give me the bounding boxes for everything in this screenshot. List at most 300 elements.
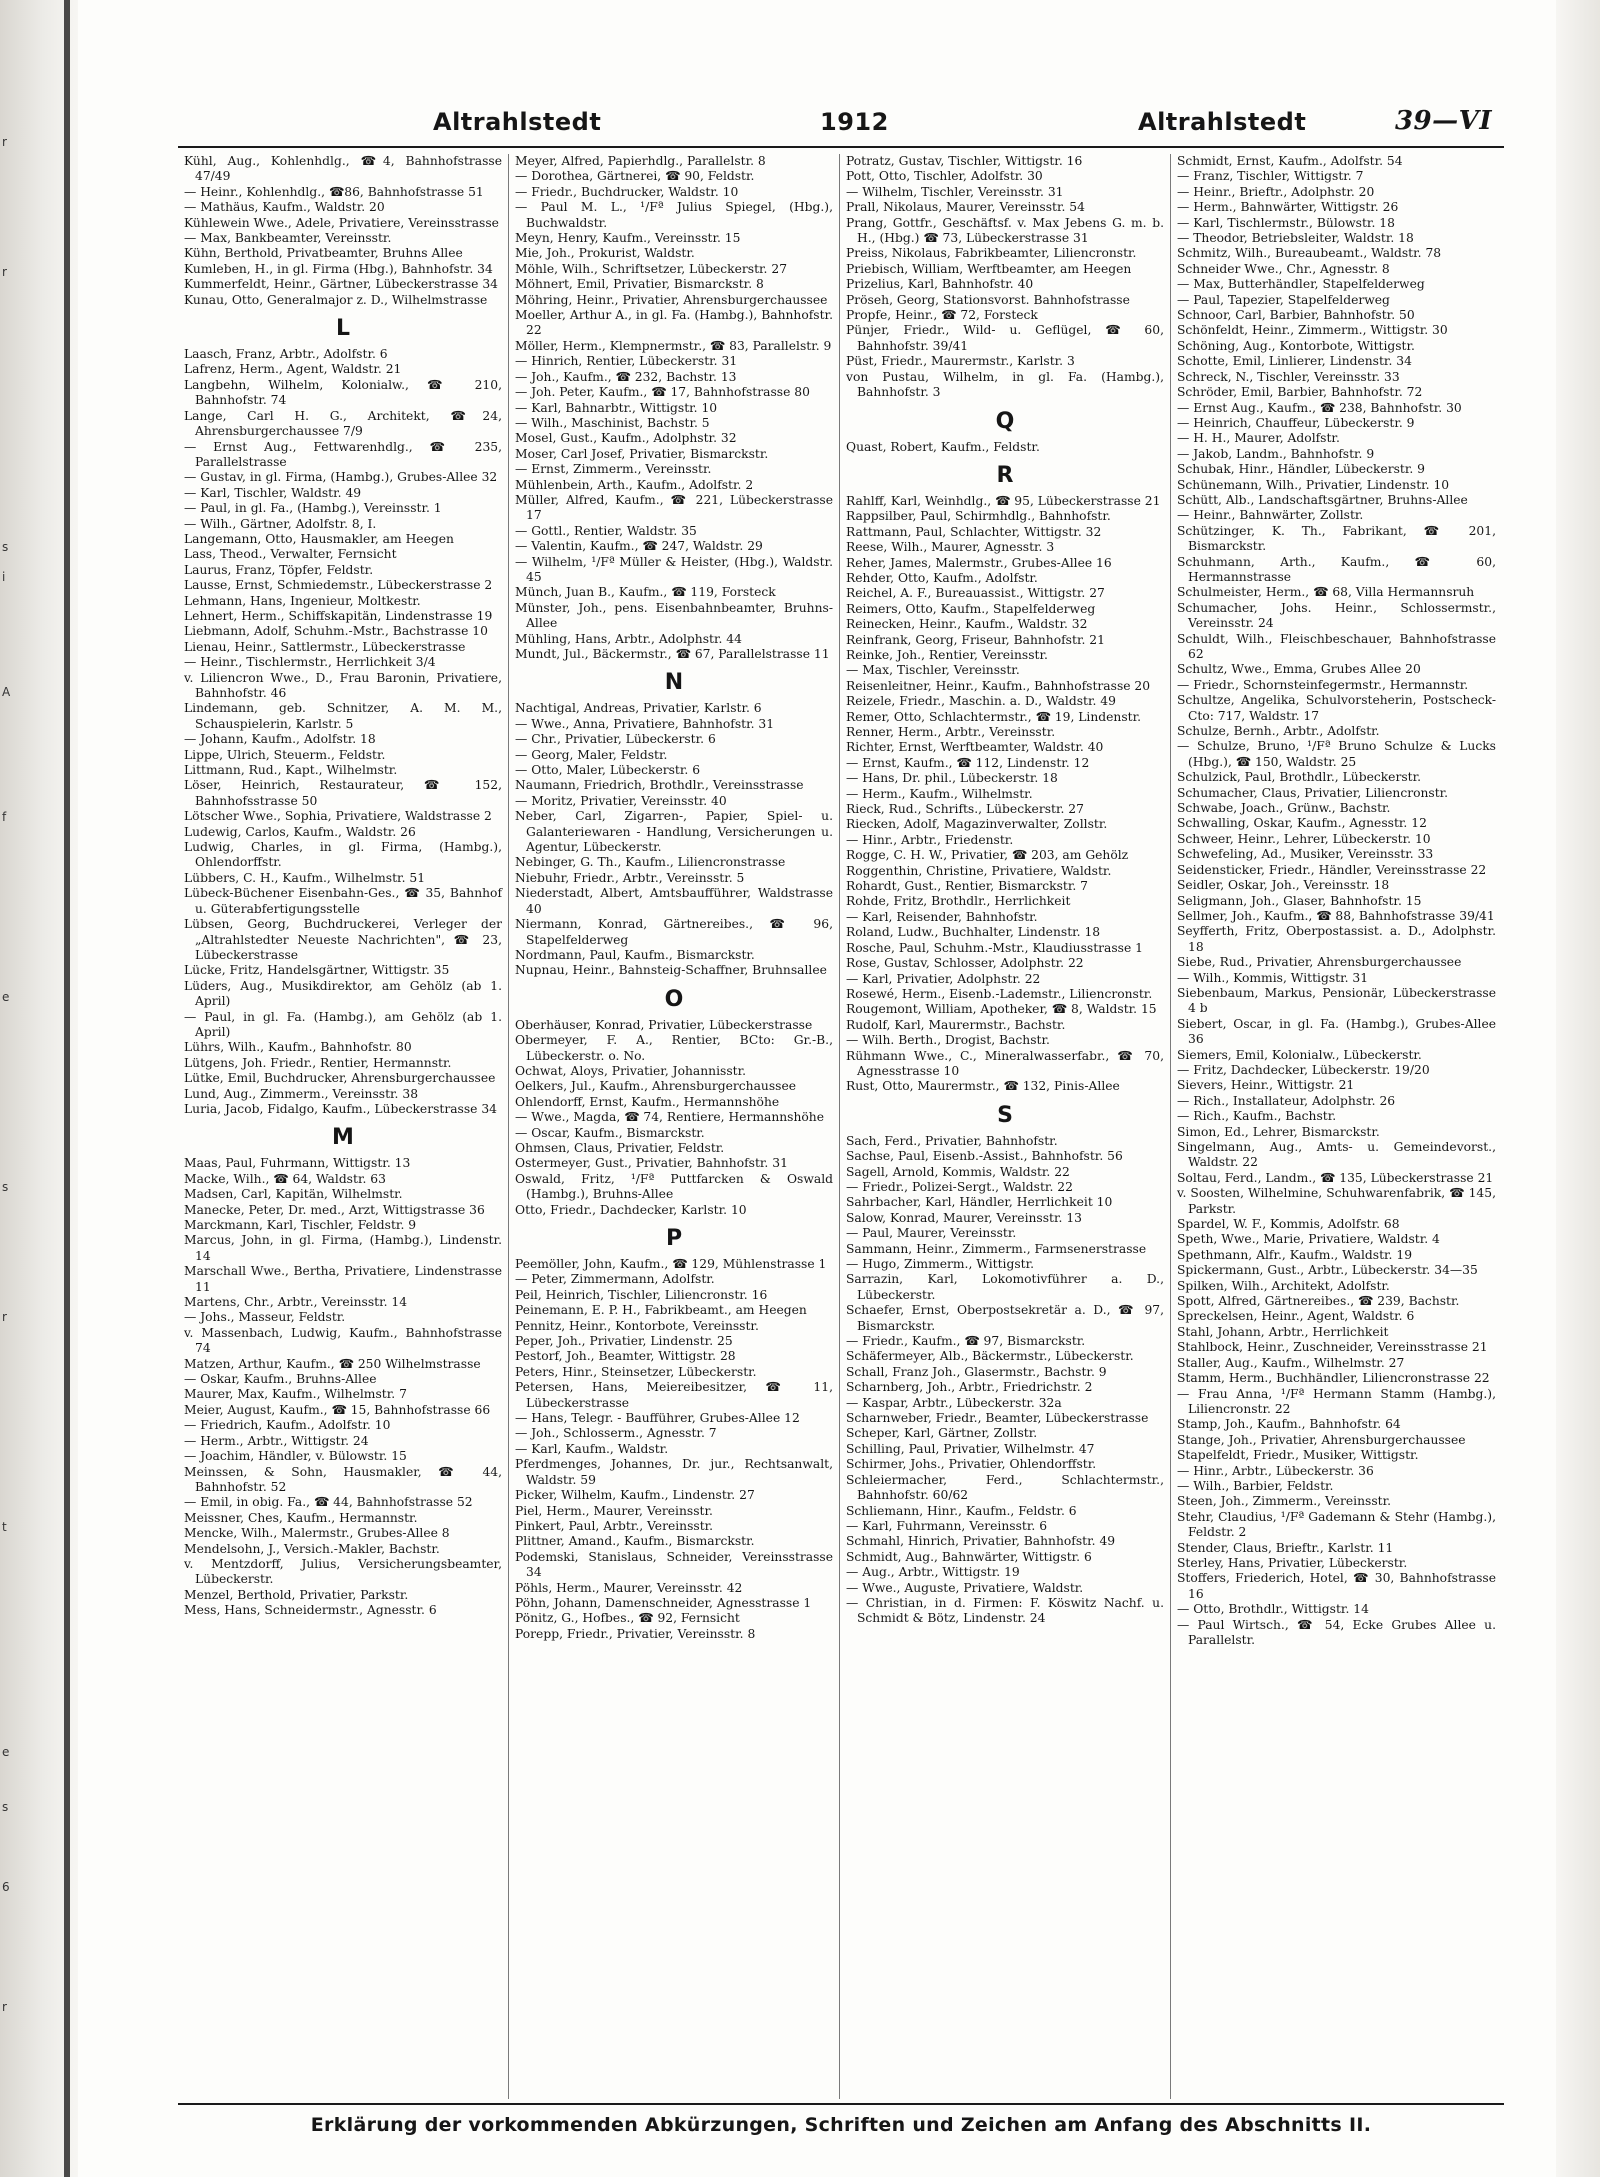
directory-entry: Schwalling, Oskar, Kaufm., Agnesstr. 12	[1177, 816, 1427, 831]
margin-mark: f	[2, 810, 7, 824]
directory-entry: Menzel, Berthold, Privatier, Parkstr.	[184, 1587, 409, 1602]
directory-entry: — Jakob, Landm., Bahnhofstr. 9	[1177, 446, 1375, 461]
footer-rule	[178, 2103, 1504, 2105]
directory-entry: Nordmann, Paul, Kaufm., Bismarckstr.	[515, 947, 755, 962]
directory-entry: Rappsilber, Paul, Schirmhdlg., Bahnhofstr.	[846, 509, 1111, 524]
directory-entry: Schützinger, K. Th., Fabrikant, ☎ 201, Bismarckstr.	[1177, 523, 1496, 554]
directory-entry: Schotte, Emil, Linlierer, Lindenstr. 34	[1177, 354, 1412, 369]
directory-entry: — Karl, Fuhrmann, Vereinsstr. 6	[846, 1518, 1048, 1533]
directory-entry: Manecke, Peter, Dr. med., Arzt, Wittigstrasse 36	[184, 1202, 485, 1217]
directory-entry: Pott, Otto, Tischler, Adolfstr. 30	[846, 169, 1043, 184]
directory-entry: — Herm., Bahnwärter, Wittigstr. 26	[1177, 200, 1399, 215]
directory-entry: Reinke, Joh., Rentier, Vereinsstr.	[846, 647, 1048, 662]
directory-entry: Niebuhr, Friedr., Arbtr., Vereinsstr. 5	[515, 870, 745, 885]
directory-entry: — Fritz, Dachdecker, Lübeckerstr. 19/20	[1177, 1062, 1430, 1077]
directory-entry: Mendelsohn, J., Versich.-Makler, Bachstr.	[184, 1541, 440, 1556]
directory-entry: — Heinr., Tischlermstr., Herrlichkeit 3/4	[184, 655, 436, 670]
directory-entry: — Wwe., Auguste, Privatiere, Waldstr.	[846, 1580, 1084, 1595]
directory-entry: Roggenthin, Christine, Privatiere, Waldstr.	[846, 863, 1112, 878]
directory-entry: Martens, Chr., Arbtr., Vereinsstr. 14	[184, 1295, 408, 1310]
directory-entry: — Hugo, Zimmerm., Wittigstr.	[846, 1257, 1035, 1271]
page-number: 39—VI	[1394, 106, 1492, 136]
directory-entry: Reichel, A. F., Bureauassist., Wittigstr. 27	[846, 586, 1105, 601]
directory-entry: — H. H., Maurer, Adolfstr.	[1177, 431, 1340, 446]
directory-entry: Mosel, Gust., Kaufm., Adolphstr. 32	[515, 431, 737, 446]
directory-entry: — Heinr., Kohlenhdlg., ☎86, Bahnhofstrasse 51	[184, 184, 484, 199]
directory-entry: Peil, Heinrich, Tischler, Liliencronstr. 16	[515, 1287, 768, 1302]
margin-mark: e	[2, 990, 10, 1004]
directory-entry: — Franz, Tischler, Wittigstr. 7	[1177, 169, 1364, 184]
directory-page	[178, 104, 1504, 2136]
directory-entry: Singelmann, Aug., Amts- u. Gemeindevorst., Waldstr. 22	[1177, 1140, 1496, 1170]
margin-mark: r	[2, 265, 7, 279]
header-rule	[178, 146, 1504, 148]
margin-mark: e	[2, 1745, 10, 1759]
directory-entry: Speth, Wwe., Marie, Privatiere, Waldstr. 4	[1177, 1232, 1440, 1247]
directory-entry: — Georg, Maler, Feldstr.	[515, 747, 668, 762]
directory-entry: Pferdmenges, Johannes, Dr. jur., Rechtsanwalt, Waldstr. 59	[515, 1457, 833, 1487]
directory-entry: Nebinger, G. Th., Kaufm., Liliencronstrasse	[515, 855, 786, 870]
directory-entry: Meyer, Alfred, Papierhdlg., Parallelstr. 8	[515, 154, 766, 168]
directory-entry: Reisenleitner, Heinr., Kaufm., Bahnhofstrasse 20	[846, 678, 1151, 693]
directory-entry: — Joh., Kaufm., ☎ 232, Bachstr. 13	[515, 369, 737, 384]
directory-entry: Stahl, Johann, Arbtr., Herrlichkeit	[1177, 1324, 1389, 1339]
directory-entry: Richter, Ernst, Werftbeamter, Waldstr. 40	[846, 740, 1104, 755]
directory-entry: Maurer, Max, Kaufm., Wilhelmstr. 7	[184, 1387, 407, 1402]
directory-entry: — Wwe., Anna, Privatiere, Bahnhofstr. 31	[515, 716, 775, 731]
directory-entry: Stapelfeldt, Friedr., Musiker, Wittigstr.	[1177, 1448, 1419, 1463]
directory-entry: Lindemann, geb. Schnitzer, A. M. M., Schauspielerin, Karlstr. 5	[184, 701, 502, 731]
directory-entry: Schliemann, Hinr., Kaufm., Feldstr. 6	[846, 1503, 1077, 1518]
section-letter: S	[997, 1102, 1013, 1128]
directory-entry: Macke, Wilh., ☎ 64, Waldstr. 63	[184, 1171, 386, 1186]
directory-entry: Niederstadt, Albert, Amtsbaufführer, Waldstrasse 40	[515, 886, 833, 916]
directory-entry: Spethmann, Alfr., Kaufm., Waldstr. 19	[1177, 1247, 1413, 1262]
directory-entry: — Wilhelm, ¹/Fª Müller & Heister, (Hbg.), Waldstr. 45	[515, 554, 833, 584]
directory-entry: — Friedr., Kaufm., ☎ 97, Bismarckstr.	[846, 1334, 1086, 1349]
directory-entry: — Emil, in obig. Fa., ☎ 44, Bahnhofstrasse 52	[184, 1495, 473, 1510]
entry-columns	[178, 154, 1504, 2099]
directory-entry: Reher, James, Malermstr., Grubes-Allee 16	[846, 555, 1112, 570]
directory-entry: — Paul, Tapezier, Stapelfelderweg	[1177, 292, 1390, 307]
section-letter: M	[332, 1125, 354, 1151]
directory-entry: — Ernst Aug., Fettwarenhdlg., ☎ 235, Parallelstrasse	[184, 439, 502, 469]
directory-entry: — Otto, Brothdlr., Wittigstr. 14	[1177, 1602, 1369, 1617]
directory-entry: — Chr., Privatier, Lübeckerstr. 6	[515, 732, 716, 747]
margin-mark: i	[2, 570, 6, 584]
directory-entry: Stange, Joh., Privatier, Ahrensburgerchaussee	[1177, 1432, 1466, 1447]
directory-entry: Schall, Franz Joh., Glasermstr., Bachstr. 9	[846, 1364, 1107, 1379]
directory-entry: — Karl, Reisender, Bahnhofstr.	[846, 909, 1038, 924]
directory-entry: Schulze, Bernh., Arbtr., Adolfstr.	[1177, 724, 1380, 739]
directory-entry: — Paul Wirtsch., ☎ 54, Ecke Grubes Allee u. Parallelstr.	[1177, 1617, 1496, 1647]
directory-entry: Staller, Aug., Kaufm., Wilhelmstr. 27	[1177, 1355, 1405, 1370]
margin-mark: r	[2, 135, 7, 149]
header-town-right: Altrahlstedt	[1138, 108, 1307, 136]
directory-entry: Münch, Juan B., Kaufm., ☎ 119, Forsteck	[515, 585, 776, 600]
directory-entry: Lehnert, Herm., Schiffskapitän, Lindenstrasse 19	[184, 608, 493, 623]
directory-entry: — Joh., Schlosserm., Agnesstr. 7	[515, 1426, 717, 1441]
header-year: 1912	[820, 108, 889, 136]
directory-entry: Rougemont, William, Apotheker, ☎ 8, Waldstr. 15	[846, 1002, 1157, 1017]
directory-entry: Marschall Wwe., Bertha, Privatiere, Lindenstrasse 11	[184, 1264, 502, 1294]
directory-entry: Podemski, Stanislaus, Schneider, Vereinsstrasse 34	[515, 1549, 833, 1580]
directory-entry: — Hans, Telegr. - Baufführer, Grubes-Allee 12	[515, 1411, 800, 1426]
directory-entry: Marckmann, Karl, Tischler, Feldstr. 9	[184, 1218, 417, 1232]
directory-entry: Ohlendorff, Ernst, Kaufm., Hermannshöhe	[515, 1094, 780, 1109]
directory-entry: Oberhäuser, Konrad, Privatier, Lübeckerstrasse	[515, 1017, 813, 1032]
directory-entry: Rust, Otto, Maurermstr., ☎ 132, Pinis-Allee	[846, 1079, 1120, 1094]
directory-entry: Roland, Ludw., Buchhalter, Lindenstr. 18	[846, 925, 1101, 940]
directory-entry: — Hinr., Arbtr., Lübeckerstr. 36	[1177, 1463, 1374, 1478]
directory-entry: Mie, Joh., Prokurist, Waldstr.	[515, 246, 695, 261]
directory-entry: — Gustav, in gl. Firma, (Hambg.), Grubes-Allee 32	[184, 470, 498, 485]
directory-entry: Schwefeling, Ad., Musiker, Vereinsstr. 33	[1177, 847, 1434, 862]
directory-entry: Lienau, Heinr., Sattlermstr., Lübeckerstrasse	[184, 639, 466, 654]
directory-entry: Luria, Jacob, Fidalgo, Kaufm., Lübeckerstrasse 34	[184, 1101, 498, 1116]
directory-entry: Sahrbacher, Karl, Händler, Herrlichkeit 10	[846, 1195, 1113, 1210]
directory-entry: Peinemann, E. P. H., Fabrikbeamt., am Heegen	[515, 1303, 807, 1318]
directory-entry: Liebmann, Adolf, Schuhm.-Mstr., Bachstrasse 10	[184, 624, 488, 639]
directory-entry: Schirmer, Johs., Privatier, Ohlendorffstr.	[846, 1457, 1097, 1472]
directory-entry: Kühl, Aug., Kohlenhdlg., ☎4, Bahnhofstrasse 47/49	[184, 154, 502, 184]
directory-entry: Potratz, Gustav, Tischler, Wittigstr. 16	[846, 154, 1083, 168]
directory-entry: Pennitz, Heinr., Kontorbote, Vereinsstr.	[515, 1318, 759, 1333]
directory-entry: Lötscher Wwe., Sophia, Privatiere, Waldstrasse 2	[184, 809, 492, 824]
column-1	[178, 154, 509, 2099]
section-letter: N	[664, 670, 684, 696]
directory-entry: v. Liliencron Wwe., D., Frau Baronin, Privatiere, Bahnhofstr. 46	[184, 670, 502, 700]
directory-entry: — Oscar, Kaufm., Bismarckstr.	[515, 1125, 705, 1140]
directory-entry: — Friedr., Buchdrucker, Waldstr. 10	[515, 184, 739, 199]
directory-entry: — Max, Tischler, Vereinsstr.	[846, 663, 1020, 678]
directory-entry: Preiss, Nikolaus, Fabrikbeamter, Liliencronstr.	[846, 246, 1137, 261]
directory-entry: Nachtigal, Andreas, Privatier, Karlstr. 6	[515, 701, 762, 716]
directory-entry: — Theodor, Betriebsleiter, Waldstr. 18	[1177, 231, 1414, 246]
directory-entry: Lippe, Ulrich, Steuerm., Feldstr.	[184, 747, 386, 762]
directory-entry: Kunau, Otto, Generalmajor z. D., Wilhelmstrasse	[184, 292, 488, 307]
directory-entry: Mess, Hans, Schneidermstr., Agnesstr. 6	[184, 1603, 437, 1618]
directory-entry: Schäfermeyer, Alb., Bäckermstr., Lübeckerstr.	[846, 1349, 1134, 1364]
directory-entry: Seyfferth, Fritz, Oberpostassist. a. D., Adolphstr. 18	[1177, 924, 1496, 954]
directory-entry: — Karl, Privatier, Adolphstr. 22	[846, 971, 1041, 986]
directory-entry: Schaefer, Ernst, Oberpostsekretär a. D., ☎ 97, Bismarckstr.	[846, 1303, 1164, 1333]
column-3	[840, 154, 1171, 2099]
directory-entry: Schweer, Heinr., Lehrer, Lübeckerstr. 10	[1177, 831, 1431, 846]
directory-entry: Moeller, Arthur A., in gl. Fa. (Hambg.), Bahnhofstr. 22	[515, 308, 833, 338]
directory-entry: Lass, Theod., Verwalter, Fernsicht	[184, 547, 397, 562]
directory-entry: Stamm, Herm., Buchhändler, Liliencronstrasse 22	[1177, 1371, 1490, 1386]
directory-entry: Meinssen, & Sohn, Hausmakler, ☎ 44, Bahnhofstr. 52	[184, 1464, 502, 1494]
directory-entry: Salow, Konrad, Maurer, Vereinsstr. 13	[846, 1210, 1082, 1225]
directory-entry: Ohmsen, Claus, Privatier, Feldstr.	[515, 1140, 725, 1155]
directory-entry: Oelkers, Jul., Kaufm., Ahrensburgerchaussee	[515, 1079, 797, 1094]
directory-entry: Pinkert, Paul, Arbtr., Vereinsstr.	[515, 1518, 714, 1533]
directory-entry: Pöhls, Herm., Maurer, Vereinsstr. 42	[515, 1580, 743, 1595]
directory-entry: Laasch, Franz, Arbtr., Adolfstr. 6	[184, 347, 388, 362]
directory-entry: — Gottl., Rentier, Waldstr. 35	[515, 523, 697, 538]
directory-entry: Reinfrank, Georg, Friseur, Bahnhofstr. 21	[846, 632, 1105, 647]
directory-entry: Lange, Carl H. G., Architekt, ☎24, Ahrensburgerchaussee 7/9	[184, 408, 502, 439]
directory-entry: Ochwat, Aloys, Privatier, Johannisstr.	[515, 1063, 747, 1078]
directory-entry: Mundt, Jul., Bäckermstr., ☎ 67, Parallelstrasse 11	[515, 647, 830, 661]
directory-entry: Schulmeister, Herm., ☎ 68, Villa Hermannsruh	[1177, 585, 1475, 600]
directory-entry: — Wilh., Barbier, Feldstr.	[1177, 1478, 1334, 1493]
directory-entry: Stender, Claus, Brieftr., Karlstr. 11	[1177, 1540, 1394, 1555]
directory-entry: — Joachim, Händler, v. Bülowstr. 15	[184, 1449, 407, 1464]
directory-entry: Nupnau, Heinr., Bahnsteig-Schaffner, Bruhnsallee	[515, 963, 827, 978]
directory-entry: v. Soosten, Wilhelmine, Schuhwarenfabrik, ☎ 145, Parkstr.	[1177, 1186, 1496, 1216]
directory-entry: — Mathäus, Kaufm., Waldstr. 20	[184, 200, 385, 215]
directory-entry: — Karl, Bahnarbtr., Wittigstr. 10	[515, 400, 718, 415]
directory-entry: Müller, Alfred, Kaufm., ☎ 221, Lübeckerstrasse 17	[515, 492, 833, 523]
directory-entry: Pestorf, Joh., Beamter, Wittigstr. 28	[515, 1349, 736, 1364]
directory-entry: — Wilhelm, Tischler, Vereinsstr. 31	[846, 184, 1064, 199]
directory-entry: Lührs, Wilh., Kaufm., Bahnhofstr. 80	[184, 1040, 412, 1055]
directory-entry: Meier, August, Kaufm., ☎ 15, Bahnhofstrasse 66	[184, 1402, 491, 1417]
directory-entry: Meissner, Ches, Kaufm., Hermannstr.	[184, 1510, 418, 1525]
directory-entry: Neber, Carl, Zigarren-, Papier, Spiel- u. Galanteriewaren - Handlung, Versicherungen u. Agentur, Lübeckerstr.	[515, 809, 833, 855]
margin-mark: A	[2, 685, 11, 699]
directory-entry: Sachse, Paul, Eisenb.-Assist., Bahnhofstr. 56	[846, 1149, 1123, 1164]
directory-entry: — Max, Butterhändler, Stapelfelderweg	[1177, 277, 1425, 292]
header-town-left: Altrahlstedt	[433, 108, 602, 136]
margin-mark: r	[2, 1310, 7, 1324]
directory-entry: Sterley, Hans, Privatier, Lübeckerstr.	[1177, 1555, 1408, 1570]
directory-entry: Prall, Nikolaus, Maurer, Vereinsstr. 54	[846, 200, 1085, 215]
directory-entry: — Max, Bankbeamter, Vereinsstr.	[184, 231, 392, 246]
directory-entry: Schuhmann, Arth., Kaufm., ☎ 60, Hermannstrasse	[1177, 554, 1496, 584]
directory-entry: — Christian, in d. Firmen: F. Köswitz Nachf. u. Schmidt & Bötz, Lindenstr. 24	[846, 1595, 1164, 1626]
directory-entry: Maas, Paul, Fuhrmann, Wittigstr. 13	[184, 1156, 411, 1171]
directory-entry: Porepp, Friedr., Privatier, Vereinsstr. 8	[515, 1626, 756, 1641]
directory-entry: — Ernst, Zimmerm., Vereinsstr.	[515, 462, 712, 477]
directory-entry: Stahlbock, Heinr., Zuschneider, Vereinsstrasse 21	[1177, 1340, 1488, 1355]
directory-entry: Sammann, Heinr., Zimmerm., Farmsenerstrasse	[846, 1241, 1147, 1256]
directory-entry: Rahlff, Karl, Weinhdlg., ☎ 95, Lübeckerstrasse 21	[846, 493, 1161, 508]
directory-entry: Obermeyer, F. A., Rentier, BCto: Gr.-B., Lübeckerstr. o. No.	[515, 1033, 833, 1063]
directory-entry: Littmann, Rud., Kapt., Wilhelmstr.	[184, 763, 398, 778]
directory-entry: Lehmann, Hans, Ingenieur, Moltkestr.	[184, 593, 421, 608]
directory-entry: v. Mentzdorff, Julius, Versicherungsbeamter, Lübeckerstr.	[184, 1556, 502, 1587]
directory-entry: Möller, Herm., Klempnermstr., ☎ 83, Parallelstr. 9	[515, 338, 832, 353]
directory-entry: Spickermann, Gust., Arbtr., Lübeckerstr. 34—35	[1177, 1263, 1478, 1278]
directory-entry: Propfe, Heinr., ☎ 72, Forsteck	[846, 308, 1038, 323]
column-4	[1171, 154, 1502, 2099]
directory-entry: — Frau Anna, ¹/Fª Hermann Stamm (Hambg.), Liliencronstr. 22	[1177, 1386, 1496, 1416]
directory-entry: — Moritz, Privatier, Vereinsstr. 40	[515, 793, 727, 808]
directory-entry: Mühlenbein, Arth., Kaufm., Adolfstr. 2	[515, 477, 754, 492]
directory-entry: Langbehn, Wilhelm, Kolonialw., ☎ 210, Bahnhofstr. 74	[184, 377, 502, 408]
directory-entry: Schreck, N., Tischler, Vereinsstr. 33	[1177, 369, 1400, 384]
directory-entry: Ludewig, Carlos, Kaufm., Waldstr. 26	[184, 824, 416, 839]
directory-entry: Schnoor, Carl, Barbier, Bahnhofstr. 50	[1177, 308, 1415, 323]
directory-entry: — Aug., Arbtr., Wittigstr. 19	[846, 1565, 1020, 1580]
directory-entry: — Hans, Dr. phil., Lübeckerstr. 18	[846, 771, 1058, 786]
directory-entry: — Wilh. Berth., Drogist, Bachstr.	[846, 1033, 1050, 1048]
directory-entry: Möhle, Wilh., Schriftsetzer, Lübeckerstr. 27	[515, 261, 788, 276]
directory-entry: Quast, Robert, Kaufm., Feldstr.	[846, 439, 1040, 454]
directory-entry: Lübsen, Georg, Buchdruckerei, Verleger der „Altrahlstedter Neueste Nachrichten", ☎ 23, Lübeckerstrasse	[184, 917, 502, 962]
directory-entry: Rehder, Otto, Kaufm., Adolfstr.	[846, 570, 1038, 585]
directory-entry: — Karl, Tischlermstr., Bülowstr. 18	[1177, 215, 1395, 230]
directory-entry: Seidler, Oskar, Joh., Vereinsstr. 18	[1177, 878, 1390, 893]
directory-entry: Picker, Wilhelm, Kaufm., Lindenstr. 27	[515, 1488, 755, 1503]
directory-entry: — Rich., Kaufm., Bachstr.	[1177, 1109, 1337, 1124]
directory-entry: von Pustau, Wilhelm, in gl. Fa. (Hambg.), Bahnhofstr. 3	[846, 369, 1164, 400]
section-letter: Q	[995, 408, 1015, 434]
directory-entry: — Heinr., Brieftr., Adolphstr. 20	[1177, 184, 1375, 199]
directory-entry: — Valentin, Kaufm., ☎ 247, Waldstr. 29	[515, 539, 763, 554]
directory-entry: — Otto, Maler, Lübeckerstr. 6	[515, 763, 701, 778]
directory-entry: — Johs., Masseur, Feldstr.	[184, 1310, 346, 1325]
directory-entry: Schumacher, Johs. Heinr., Schlossermstr., Vereinsstr. 24	[1177, 600, 1496, 631]
directory-entry: Oswald, Fritz, ¹/Fª Puttfarcken & Oswald (Hambg.), Bruhns-Allee	[515, 1171, 833, 1202]
directory-entry: Priebisch, William, Werftbeamter, am Heegen	[846, 261, 1132, 276]
directory-entry: Spreckelsen, Heinr., Agent, Waldstr. 6	[1177, 1309, 1415, 1324]
directory-entry: — Herm., Arbtr., Wittigstr. 24	[184, 1433, 369, 1448]
directory-entry: Sellmer, Joh., Kaufm., ☎ 88, Bahnhofstrasse 39/41	[1177, 908, 1495, 923]
directory-entry: Kühlewein Wwe., Adele, Privatiere, Vereinsstrasse	[184, 215, 499, 230]
directory-entry: Peters, Hinr., Steinsetzer, Lübeckerstr.	[515, 1364, 757, 1379]
directory-entry: Schmahl, Hinrich, Privatier, Bahnhofstr. 49	[846, 1534, 1116, 1549]
directory-entry: Schubak, Hinr., Händler, Lübeckerstr. 9	[1177, 462, 1426, 477]
directory-entry: — Herm., Kaufm., Wilhelmstr.	[846, 786, 1033, 801]
margin-mark: t	[2, 1520, 7, 1534]
directory-entry: Schmidt, Aug., Bahnwärter, Wittigstr. 6	[846, 1549, 1092, 1564]
directory-entry: Schulzick, Paul, Brothdlr., Lübeckerstr.	[1177, 770, 1422, 785]
directory-entry: Rohardt, Gust., Rentier, Bismarckstr. 7	[846, 879, 1089, 894]
directory-entry: Lütke, Emil, Buchdrucker, Ahrensburgerchaussee	[184, 1071, 496, 1086]
directory-entry: Moser, Carl Josef, Privatier, Bismarckstr.	[515, 446, 769, 461]
directory-entry: Rosewé, Herm., Eisenb.-Lademstr., Liliencronstr.	[846, 986, 1153, 1001]
margin-mark: s	[2, 1180, 9, 1194]
directory-entry: Naumann, Friedrich, Brothdlr., Vereinsstrasse	[515, 778, 804, 793]
directory-entry: Pönitz, G., Hofbes., ☎ 92, Fernsicht	[515, 1611, 740, 1626]
directory-entry: Münster, Joh., pens. Eisenbahnbeamter, Bruhns-Allee	[515, 600, 833, 631]
directory-entry: Madsen, Carl, Kapitän, Wilhelmstr.	[184, 1187, 403, 1202]
section-letter: P	[665, 1226, 683, 1251]
scan-right-margin	[1556, 0, 1600, 2177]
directory-entry: — Friedr., Schornsteinfegermstr., Hermannstr.	[1177, 677, 1469, 692]
directory-entry: — Johann, Kaufm., Adolfstr. 18	[184, 732, 376, 747]
directory-entry: Rose, Gustav, Schlosser, Adolphstr. 22	[846, 956, 1084, 971]
directory-entry: — Paul, Maurer, Vereinsstr.	[846, 1226, 1017, 1241]
directory-entry: Rühmann Wwe., C., Mineralwasserfabr., ☎ 70, Agnesstrasse 10	[846, 1048, 1164, 1078]
directory-entry: Rattmann, Paul, Schlachter, Wittigstr. 32	[846, 524, 1102, 539]
directory-entry: Ostermeyer, Gust., Privatier, Bahnhofstr. 31	[515, 1156, 788, 1171]
margin-mark: 6	[2, 1880, 10, 1894]
page-header	[178, 104, 1504, 148]
directory-entry: Lücke, Fritz, Handelsgärtner, Wittigstr. 35	[184, 963, 450, 978]
directory-entry: Sarrazin, Karl, Lokomotivführer a. D., Lübeckerstr.	[846, 1272, 1164, 1302]
directory-entry: Peper, Joh., Privatier, Lindenstr. 25	[515, 1334, 733, 1349]
directory-entry: — Dorothea, Gärtnerei, ☎ 90, Feldstr.	[515, 169, 755, 184]
directory-entry: Soltau, Ferd., Landm., ☎ 135, Lübeckerstrasse 21	[1177, 1170, 1494, 1185]
directory-entry: Otto, Friedr., Dachdecker, Karlstr. 10	[515, 1202, 747, 1217]
directory-entry: Möhnert, Emil, Privatier, Bismarckstr. 8	[515, 277, 764, 292]
directory-entry: Ludwig, Charles, in gl. Firma, (Hambg.), Ohlendorffstr.	[184, 840, 502, 870]
directory-entry: Schilling, Paul, Privatier, Wilhelmstr. 47	[846, 1441, 1095, 1456]
directory-entry: Schönfeldt, Heinr., Zimmerm., Wittigstr. 30	[1177, 323, 1448, 338]
directory-entry: Rosche, Paul, Schuhm.-Mstr., Klaudiusstrasse 1	[846, 940, 1143, 955]
directory-entry: Lafrenz, Herm., Agent, Waldstr. 21	[184, 362, 402, 377]
directory-entry: — Paul, in gl. Fa. (Hambg.), am Gehölz (ab 1. April)	[184, 1009, 502, 1039]
directory-entry: Kumleben, H., in gl. Firma (Hbg.), Bahnhofstr. 34	[184, 261, 493, 276]
directory-entry: — Hinrich, Rentier, Lübeckerstr. 31	[515, 354, 738, 369]
directory-entry: Püst, Friedr., Maurermstr., Karlstr. 3	[846, 354, 1075, 369]
directory-entry: — Friedr., Polizei-Sergt., Waldstr. 22	[846, 1179, 1073, 1194]
directory-entry: Schultz, Wwe., Emma, Grubes Allee 20	[1177, 662, 1421, 677]
directory-entry: Lund, Aug., Zimmerm., Vereinsstr. 38	[184, 1086, 419, 1101]
section-letter: L	[335, 316, 351, 342]
directory-entry: Siebe, Rud., Privatier, Ahrensburgerchaussee	[1177, 955, 1462, 970]
directory-entry: Stehr, Claudius, ¹/Fª Gademann & Stehr (Hambg.), Feldstr. 2	[1177, 1509, 1496, 1540]
directory-entry: — Hinr., Arbtr., Friedenstr.	[846, 832, 1014, 847]
directory-entry: Prang, Gottfr., Geschäftsf. v. Max Jebens G. m. b. H., (Hbg.) ☎ 73, Lübeckerstrasse 31	[846, 215, 1164, 246]
directory-entry: — Wilh., Gärtner, Adolfstr. 8, I.	[184, 516, 377, 531]
directory-entry: — Ernst Aug., Kaufm., ☎ 238, Bahnhofstr. 30	[1177, 400, 1462, 415]
directory-entry: Schuldt, Wilh., Fleischbeschauer, Bahnhofstrasse 62	[1177, 631, 1496, 661]
directory-entry: Plittner, Amand., Kaufm., Bismarckstr.	[515, 1534, 755, 1549]
directory-entry: Pröseh, Georg, Stationsvorst. Bahnhofstrasse	[846, 292, 1130, 307]
directory-entry: Schöning, Aug., Kontorbote, Wittigstr.	[1177, 338, 1415, 353]
directory-entry: Scharnweber, Friedr., Beamter, Lübeckerstrasse	[846, 1411, 1149, 1426]
directory-entry: Rogge, C. H. W., Privatier, ☎ 203, am Gehölz	[846, 848, 1129, 863]
directory-entry: — Friedrich, Kaufm., Adolfstr. 10	[184, 1418, 391, 1433]
margin-mark: s	[2, 1800, 9, 1814]
directory-entry: — Paul M. L., ¹/Fª Julius Spiegel, (Hbg.), Buchwaldstr.	[515, 200, 833, 230]
directory-entry: — Karl, Tischler, Waldstr. 49	[184, 485, 362, 500]
section-letter: O	[664, 986, 684, 1012]
directory-entry: Rohde, Fritz, Brothdlr., Herrlichkeit	[846, 894, 1071, 909]
margin-mark: s	[2, 540, 9, 554]
directory-entry: Seidensticker, Friedr., Händler, Vereinsstrasse 22	[1177, 862, 1487, 877]
directory-entry: Kühn, Berthold, Privatbeamter, Bruhns Allee	[184, 246, 463, 261]
directory-entry: Mühling, Hans, Arbtr., Adolphstr. 44	[515, 631, 742, 646]
directory-entry: Riecken, Adolf, Magazinverwalter, Zollstr.	[846, 817, 1108, 832]
directory-entry: Löser, Heinrich, Restaurateur, ☎ 152, Bahnhofsstrasse 50	[184, 778, 502, 808]
directory-entry: Lübbers, C. H., Kaufm., Wilhelmstr. 51	[184, 870, 426, 885]
directory-entry: Lübeck-Büchener Eisenbahn-Ges., ☎ 35, Bahnhof u. Güterabfertigungsstelle	[184, 886, 502, 916]
directory-entry: — Peter, Zimmermann, Adolfstr.	[515, 1272, 715, 1287]
footer-note: Erklärung der vorkommenden Abkürzungen, Schriften und Zeichen am Anfang des Abschnitts II.	[310, 2114, 1372, 2136]
directory-entry: Meyn, Henry, Kaufm., Vereinsstr. 15	[515, 231, 741, 246]
directory-entry: Steen, Joh., Zimmerm., Vereinsstr.	[1177, 1494, 1392, 1509]
directory-entry: Laurus, Franz, Töpfer, Feldstr.	[184, 562, 374, 577]
directory-entry: Lüders, Aug., Musikdirektor, am Gehölz (ab 1. April)	[184, 978, 502, 1009]
directory-entry: — Wilh., Kommis, Wittigstr. 31	[1177, 970, 1369, 985]
directory-entry: Petersen, Hans, Meiereibesitzer, ☎ 11, Lübeckerstrasse	[515, 1380, 833, 1410]
directory-entry: Schneider Wwe., Chr., Agnesstr. 8	[1177, 261, 1390, 276]
directory-entry: Rieck, Rud., Schrifts., Lübeckerstr. 27	[846, 802, 1084, 817]
directory-entry: Matzen, Arthur, Kaufm., ☎ 250 Wilhelmstrasse	[184, 1356, 481, 1371]
directory-entry: Marcus, John, in gl. Firma, (Hambg.), Lindenstr. 14	[184, 1233, 502, 1263]
directory-entry: Schütt, Alb., Landschaftsgärtner, Bruhns-Allee	[1177, 492, 1468, 507]
directory-entry: Siebert, Oscar, in gl. Fa. (Hambg.), Grubes-Allee 36	[1177, 1016, 1496, 1047]
directory-entry: Stoffers, Friederich, Hotel, ☎ 30, Bahnhofstrasse 16	[1177, 1571, 1496, 1601]
directory-entry: Schwabe, Joach., Grünw., Bachstr.	[1177, 801, 1391, 816]
directory-entry: Siebenbaum, Markus, Pensionär, Lübeckerstrasse 4 b	[1177, 985, 1496, 1016]
directory-entry: — Wwe., Magda, ☎ 74, Rentiere, Hermannshöhe	[515, 1110, 825, 1125]
directory-entry: Siemers, Emil, Kolonialw., Lübeckerstr.	[1177, 1047, 1422, 1062]
directory-entry: — Ernst, Kaufm., ☎ 112, Lindenstr. 12	[846, 755, 1090, 770]
directory-entry: Scheper, Karl, Gärtner, Zollstr.	[846, 1426, 1038, 1441]
directory-entry: Schleiermacher, Ferd., Schlachtermstr., Bahnhofstr. 60/62	[846, 1472, 1164, 1503]
column-2	[509, 154, 840, 2099]
directory-entry: Rudolf, Karl, Maurermstr., Bachstr.	[846, 1017, 1066, 1032]
directory-entry: — Karl, Kaufm., Waldstr.	[515, 1441, 669, 1456]
